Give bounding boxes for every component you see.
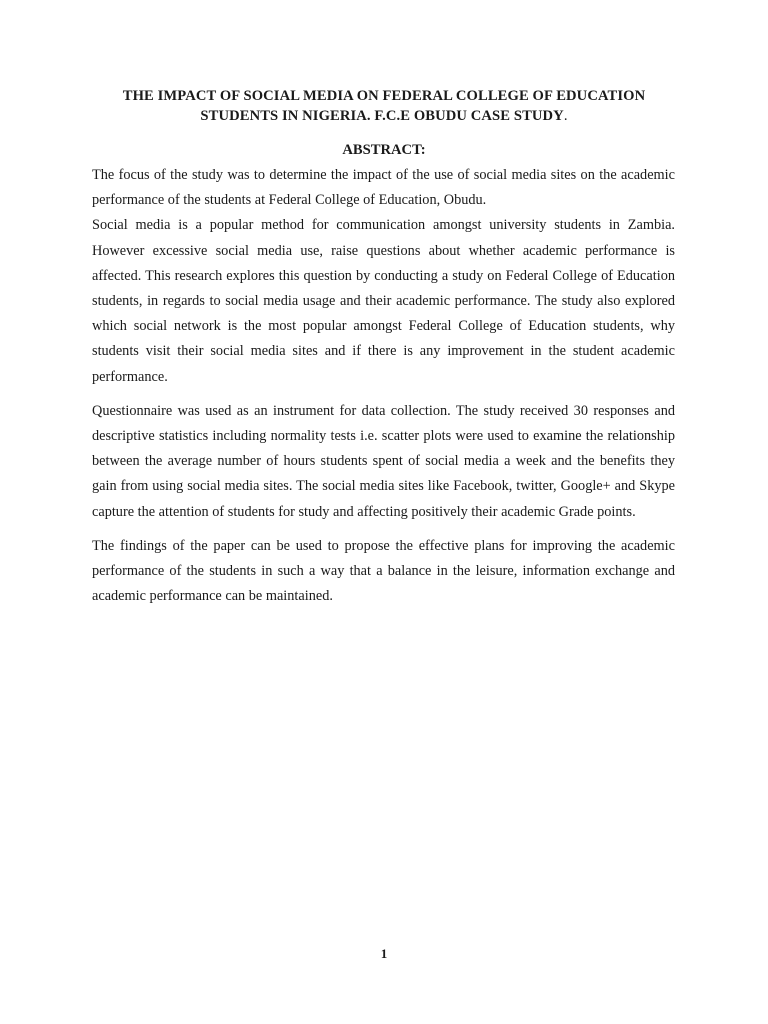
abstract-paragraph-findings: The findings of the paper can be used to propose the effective plans for improving the academic performance of the students in such a way that a balance in the leisure, information exchange and academic performance can be maintained. [92,537,675,605]
document-title [92,86,676,126]
abstract-paragraph-focus: The focus of the study was to determine the impact of the use of social media sites on the academic performance of the students at Federal College of Education, Obudu. [92,167,675,209]
abstract-heading: ABSTRACT: [342,142,426,158]
abstract-paragraph-method: Questionnaire was used as an instrument for data collection. The study received 30 responses and descriptive statistics including normality tests i.e. scatter plots were used to examine the relationship between the average number of hours students spent of social media a week and the benefits they gain from using social media sites. The social media sites like Facebook, twitter, Google+ and Skype capture the attention of students for study and affecting positively their academic Grade points. [92,402,675,520]
abstract-body [92,163,675,609]
abstract-paragraph-background: Social media is a popular method for communication amongst university students in Zambia. However excessive social media use, raise questions about whether academic performance is affected. This research explores this question by conducting a study on Federal College of Education students, in regards to social media usage and their academic performance. The study also explored which social network is the most popular amongst Federal College of Education students, why students visit their social media sites and if there is any improvement in the student academic performance. [92,217,675,385]
title-text: THE IMPACT OF SOCIAL MEDIA ON FEDERAL COLLEGE OF EDUCATION STUDENTS IN NIGERIA. F.C.E OBUDU CASE STUDY [122,88,646,124]
page-number: 1 [380,946,388,961]
title-period: . [563,108,568,124]
